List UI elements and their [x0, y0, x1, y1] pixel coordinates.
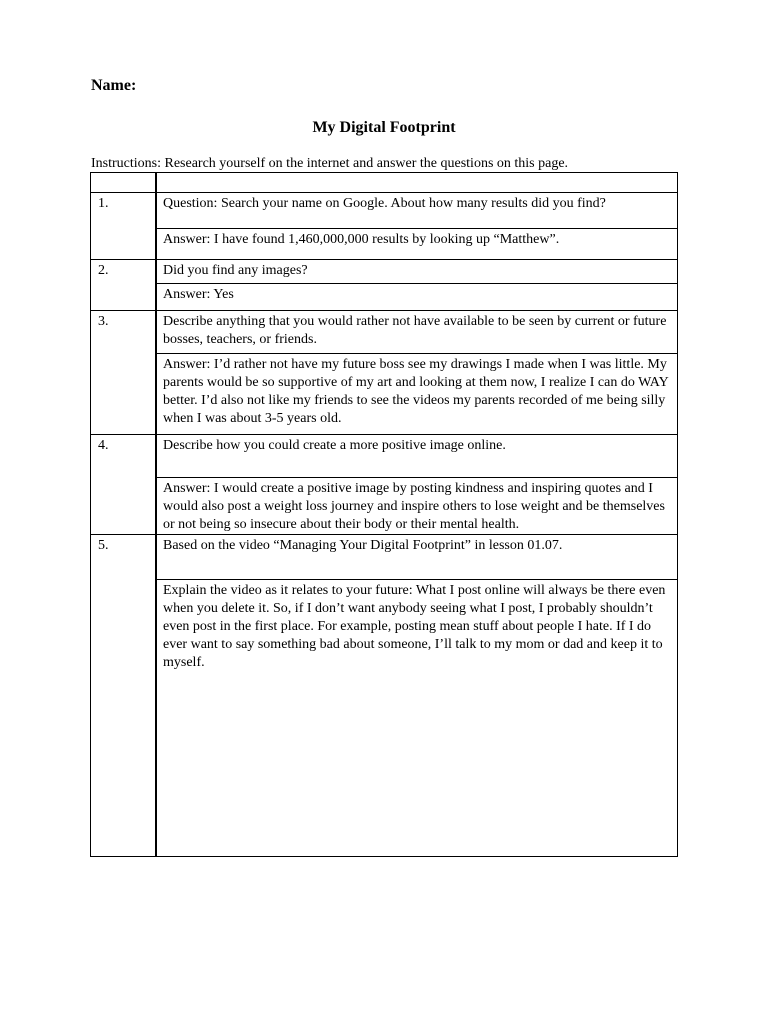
answer-cell[interactable]: Answer: Yes	[156, 284, 678, 311]
answer-cell[interactable]: Explain the video as it relates to your future: What I post online will always be there even when you delete it. So, if I don’t want anybody seeing what I post, I probably shouldn’t even post in the first place. For example, posting mean stuff about people I hate. If I do ever want to say something bad about someone, I’ll talk to my mom or dad and keep it to myself.	[156, 580, 678, 857]
question-cell: Describe anything that you would rather not have available to be seen by current or future bosses, teachers, or friends.	[156, 311, 678, 354]
question-row	[91, 535, 678, 580]
item-number: 5.	[91, 535, 157, 857]
question-row	[91, 311, 678, 354]
answer-cell[interactable]: Answer: I would create a positive image by posting kindness and inspiring quotes and I would also post a weight loss journey and inspire others to lose weight and be themselves or not being so insecure about their body or their mental health.	[156, 478, 678, 535]
question-row	[91, 435, 678, 478]
question-cell: Describe how you could create a more positive image online.	[156, 435, 678, 478]
answer-row	[91, 354, 678, 435]
answer-row	[91, 478, 678, 535]
header-content-cell	[156, 173, 678, 193]
table-header-row	[91, 173, 678, 193]
question-cell: Did you find any images?	[156, 260, 678, 284]
header-number-cell	[91, 173, 157, 193]
question-cell: Question: Search your name on Google. About how many results did you find?	[156, 193, 678, 229]
answer-row	[91, 580, 678, 857]
questions-table	[90, 172, 678, 857]
question-cell: Based on the video “Managing Your Digital Footprint” in lesson 01.07.	[156, 535, 678, 580]
item-number: 3.	[91, 311, 157, 435]
answer-cell[interactable]: Answer: I’d rather not have my future boss see my drawings I made when I was little. My parents would be so supportive of my art and looking at them now, I realize I can do WAY better. I’d also not like my friends to see the videos my parents recorded of me being silly when I was about 3-5 years old.	[156, 354, 678, 435]
item-number: 1.	[91, 193, 157, 260]
name-label: Name:	[91, 77, 137, 94]
instructions-text: Instructions: Research yourself on the internet and answer the questions on this page.	[91, 156, 569, 171]
answer-cell[interactable]: Answer: I have found 1,460,000,000 results by looking up “Matthew”.	[156, 229, 678, 260]
item-number: 2.	[91, 260, 157, 311]
item-number: 4.	[91, 435, 157, 535]
answer-row	[91, 229, 678, 260]
question-row	[91, 260, 678, 284]
answer-row	[91, 284, 678, 311]
page-title: My Digital Footprint	[312, 119, 456, 136]
question-row	[91, 193, 678, 229]
